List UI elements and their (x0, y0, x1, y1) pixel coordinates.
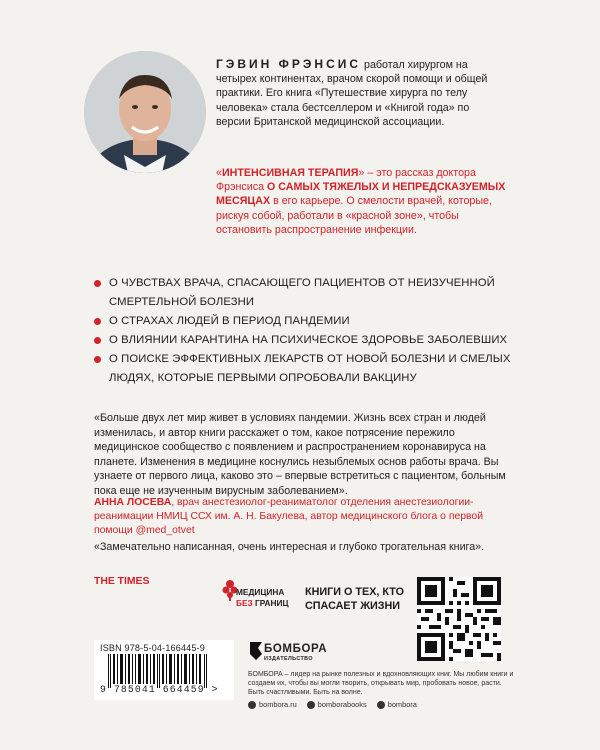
signer-title: , врач анестезиолог-реаниматолог отделения анестезиологии-реанимации НМИЦ ССХ им. А. Н. Бакулева, автор медицинского блога о первой помощи @med_otvet (94, 497, 483, 536)
desc-part2: в его карьере. О смелости врачей, которые, рискуя собой, работали в «красной зоне», чтобы остановить распространение инфекции. (216, 195, 492, 236)
social-links (248, 700, 417, 709)
signer-name: АННА ЛОСЕВА (94, 497, 172, 508)
series-logo-prefix: БЕЗ (236, 598, 253, 608)
desc-highlight: О САМЫХ ТЯЖЕЛЫХ И НЕПРЕДСКАЗУЕМЫХ МЕСЯЦАХ (216, 181, 506, 208)
author-bio (216, 57, 506, 129)
review-signer (94, 496, 514, 538)
qr-code[interactable] (417, 577, 501, 661)
barcode-digits: 9 785041 664459 > (100, 684, 219, 695)
social-link-bombora[interactable]: bombora (377, 700, 417, 709)
publisher-name: БОМБОРА (264, 643, 328, 655)
isbn-number: ISBN 978-5-04-166445-9 (100, 643, 205, 653)
series-logo-line2: ГРАНИЦ (255, 598, 289, 608)
author-photo (84, 51, 206, 173)
social-icon (307, 701, 315, 709)
series-logo-line1: МЕДИЦИНА (236, 587, 285, 597)
publisher-about: БОМБОРА – лидер на рынке полезных и вдохновляющих книг. Мы любим книги и создаем их, чтобы вы могли творить, открывать мир, пробовать новое, расти. Быть счастливыми. Быть на волне. (248, 671, 514, 696)
feature-bullet-list (94, 274, 524, 388)
author-name: ГЭВИН ФРЭНСИС (216, 57, 362, 71)
series-logo-text (236, 587, 289, 609)
social-link-books[interactable]: bomborabooks (307, 700, 367, 709)
book-description (216, 166, 506, 237)
list-item: О ПОИСКЕ ЭФФЕКТИВНЫХ ЛЕКАРСТВ ОТ НОВОЙ БОЛЕЗНИ И СМЕЛЫХ ЛЮДЯХ, КОТОРЫЕ ПЕРВЫМИ ОПРОБОВАЛИ ВАКЦИНУ (94, 350, 524, 388)
list-item: О СТРАХАХ ЛЮДЕЙ В ПЕРИОД ПАНДЕМИИ (94, 312, 524, 331)
book-title: ИНТЕНСИВНАЯ ТЕРАПИЯ (221, 167, 359, 179)
social-link-site[interactable]: bombora.ru (248, 700, 297, 709)
series-slogan: КНИГИ О ТЕХ, КТО СПАСАЕТ ЖИЗНИ (305, 586, 405, 612)
list-item: О ВЛИЯНИИ КАРАНТИНА НА ПСИХИЧЕСКОЕ ЗДОРОВЬЕ ЗАБОЛЕВШИХ (94, 331, 524, 350)
review-source: THE TIMES (94, 576, 150, 587)
list-item: О ЧУВСТВАХ ВРАЧА, СПАСАЮЩЕГО ПАЦИЕНТОВ ОТ НЕИЗУЧЕННОЙ СМЕРТЕЛЬНОЙ БОЛЕЗНИ (94, 274, 524, 312)
desc-open-quote: « (216, 167, 222, 179)
publisher-subtitle: ИЗДАТЕЛЬСТВО (264, 656, 313, 662)
review-quote-2: «Замечательно написанная, очень интересная и глубоко трогательная книга». (94, 541, 485, 553)
author-bio-text: работал хирургом на четырех континентах, врачом скорой помощи и общей практики. Его книга «Путешествие хирурга по телу человека» стала бестселлером и «Книгой года» по версии Британской медицинской ассоциации. (216, 59, 488, 128)
desc-part1: » – это рассказ доктора Фрэнсиса (216, 167, 476, 194)
messenger-icon (377, 701, 385, 709)
review-quote: «Больше двух лет мир живет в условиях пандемии. Жизнь всех стран и людей изменилась, и автор книги расскажет о том, какое потрясение пережило медицинское сообщество с появлением и распространением коронавируса на планете. Изменения в медицине коснулись незыблемых основ работы врача. Вы узнаете от первого лица, каково это – впервые встретиться с пациентом, больным пока еще не изученным вирусным заболеванием». (94, 412, 506, 497)
globe-icon (248, 701, 256, 709)
